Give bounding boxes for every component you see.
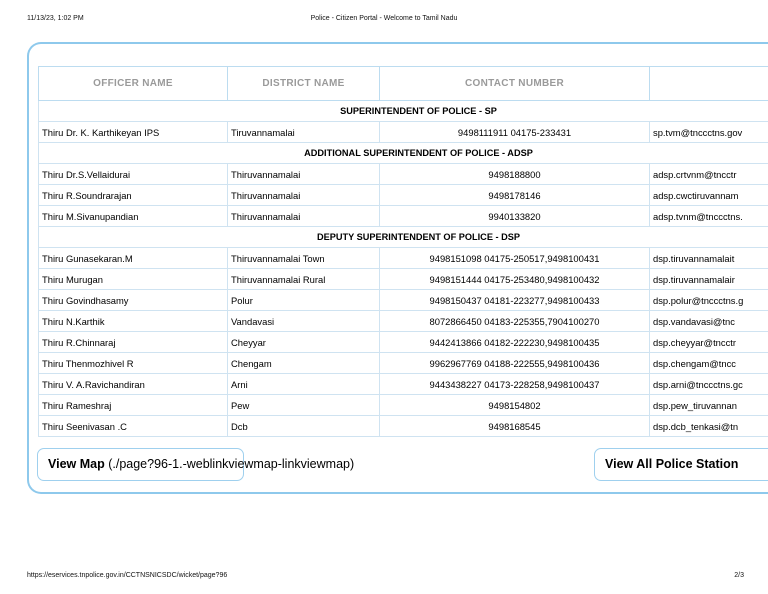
table-row xyxy=(39,206,768,227)
contact-number-cell: 9498111911 04175-233431 xyxy=(380,122,650,143)
section-heading: DEPUTY SUPERINTENDENT OF POLICE - DSP xyxy=(39,227,768,248)
email-cell: sp.tvm@tnccctns.gov xyxy=(650,122,768,143)
column-header-district: DISTRICT NAME xyxy=(228,67,380,101)
email-cell: dsp.arni@tnccctns.gc xyxy=(650,374,768,395)
district-name-cell: Dcb xyxy=(228,416,380,437)
email-cell: dsp.dcb_tenkasi@tn xyxy=(650,416,768,437)
officers-table xyxy=(38,66,768,437)
district-name-cell: Pew xyxy=(228,395,380,416)
contact-number-cell: 9443438227 04173-228258,9498100437 xyxy=(380,374,650,395)
print-header xyxy=(27,15,741,27)
officer-name-cell: Thiru R.Chinnaraj xyxy=(39,332,228,353)
table-row xyxy=(39,353,768,374)
contact-number-cell: 9498151098 04175-250517,9498100431 xyxy=(380,248,650,269)
district-name-cell: Thiruvannamalai xyxy=(228,206,380,227)
print-page-title: Police - Citizen Portal - Welcome to Tamil Nadu xyxy=(310,15,458,22)
contact-number-cell: 9962967769 04188-222555,9498100436 xyxy=(380,353,650,374)
table-row xyxy=(39,122,768,143)
officer-name-cell: Thiru V. A.Ravichandiran xyxy=(39,374,228,395)
section-row xyxy=(39,227,768,248)
district-name-cell: Chengam xyxy=(228,353,380,374)
table-row xyxy=(39,332,768,353)
officer-name-cell: Thiru Dr. K. Karthikeyan IPS xyxy=(39,122,228,143)
section-row xyxy=(39,143,768,164)
print-page-url: https://eservices.tnpolice.gov.in/CCTNSNICSDC/wicket/page?96 xyxy=(27,572,228,579)
section-heading: ADDITIONAL SUPERINTENDENT OF POLICE - ADSP xyxy=(39,143,768,164)
view-all-police-stations-button[interactable]: View All Police Station xyxy=(594,448,768,481)
print-page-number: 2/3 xyxy=(734,572,744,579)
officer-name-cell: Thiru R.Soundrarajan xyxy=(39,185,228,206)
officer-name-cell: Thiru Seenivasan .C xyxy=(39,416,228,437)
email-cell: adsp.cwctiruvannam xyxy=(650,185,768,206)
contact-number-cell: 9498178146 xyxy=(380,185,650,206)
email-cell: dsp.polur@tnccctns.g xyxy=(650,290,768,311)
contact-number-cell: 9498188800 xyxy=(380,164,650,185)
district-name-cell: Cheyyar xyxy=(228,332,380,353)
officers-table-wrap xyxy=(38,66,768,437)
column-header-email xyxy=(650,67,768,101)
officer-name-cell: Thiru Govindhasamy xyxy=(39,290,228,311)
district-name-cell: Arni xyxy=(228,374,380,395)
officer-name-cell: Thiru M.Sivanupandian xyxy=(39,206,228,227)
officer-name-cell: Thiru Rameshraj xyxy=(39,395,228,416)
email-cell: dsp.chengam@tncc xyxy=(650,353,768,374)
district-name-cell: Polur xyxy=(228,290,380,311)
district-name-cell: Thiruvannamalai Rural xyxy=(228,269,380,290)
email-cell: dsp.vandavasi@tnc xyxy=(650,311,768,332)
table-row xyxy=(39,269,768,290)
email-cell: adsp.crtvnm@tncctr xyxy=(650,164,768,185)
officer-name-cell: Thiru Thenmozhivel R xyxy=(39,353,228,374)
contact-number-cell: 8072866450 04183-225355,7904100270 xyxy=(380,311,650,332)
contact-number-cell: 9498168545 xyxy=(380,416,650,437)
contact-number-cell: 9498150437 04181-223277,9498100433 xyxy=(380,290,650,311)
table-row xyxy=(39,395,768,416)
contact-number-cell: 9940133820 xyxy=(380,206,650,227)
district-name-cell: Vandavasi xyxy=(228,311,380,332)
contact-number-cell: 9442413866 04182-222230,9498100435 xyxy=(380,332,650,353)
table-row xyxy=(39,374,768,395)
contact-number-cell: 9498151444 04175-253480,9498100432 xyxy=(380,269,650,290)
officer-name-cell: Thiru Murugan xyxy=(39,269,228,290)
officer-name-cell: Thiru Gunasekaran.M xyxy=(39,248,228,269)
view-map-button[interactable] xyxy=(37,448,355,481)
table-row xyxy=(39,311,768,332)
district-name-cell: Thiruvannamalai Town xyxy=(228,248,380,269)
district-name-cell: Thiruvannamalai xyxy=(228,164,380,185)
view-map-label: View Map xyxy=(48,457,105,471)
view-map-url: (./page?96-1.-weblinkviewmap-linkviewmap) xyxy=(104,457,355,471)
section-heading: SUPERINTENDENT OF POLICE - SP xyxy=(39,101,768,122)
district-name-cell: Thiruvannamalai xyxy=(228,185,380,206)
table-row xyxy=(39,290,768,311)
email-cell: adsp.tvnm@tnccctns. xyxy=(650,206,768,227)
table-body xyxy=(39,101,768,437)
district-name-cell: Tiruvannamalai xyxy=(228,122,380,143)
table-row xyxy=(39,248,768,269)
email-cell: dsp.tiruvannamalair xyxy=(650,269,768,290)
email-cell: dsp.cheyyar@tncctr xyxy=(650,332,768,353)
table-row xyxy=(39,416,768,437)
officer-name-cell: Thiru N.Karthik xyxy=(39,311,228,332)
print-datetime: 11/13/23, 1:02 PM xyxy=(27,15,84,22)
officers-card xyxy=(27,42,768,494)
section-row xyxy=(39,101,768,122)
email-cell: dsp.pew_tiruvannan xyxy=(650,395,768,416)
contact-number-cell: 9498154802 xyxy=(380,395,650,416)
email-cell: dsp.tiruvannamalait xyxy=(650,248,768,269)
column-header-contact: CONTACT NUMBER xyxy=(380,67,650,101)
table-row xyxy=(39,185,768,206)
officer-name-cell: Thiru Dr.S.Vellaidurai xyxy=(39,164,228,185)
table-header-row xyxy=(39,67,768,101)
table-row xyxy=(39,164,768,185)
column-header-officer: OFFICER NAME xyxy=(39,67,228,101)
